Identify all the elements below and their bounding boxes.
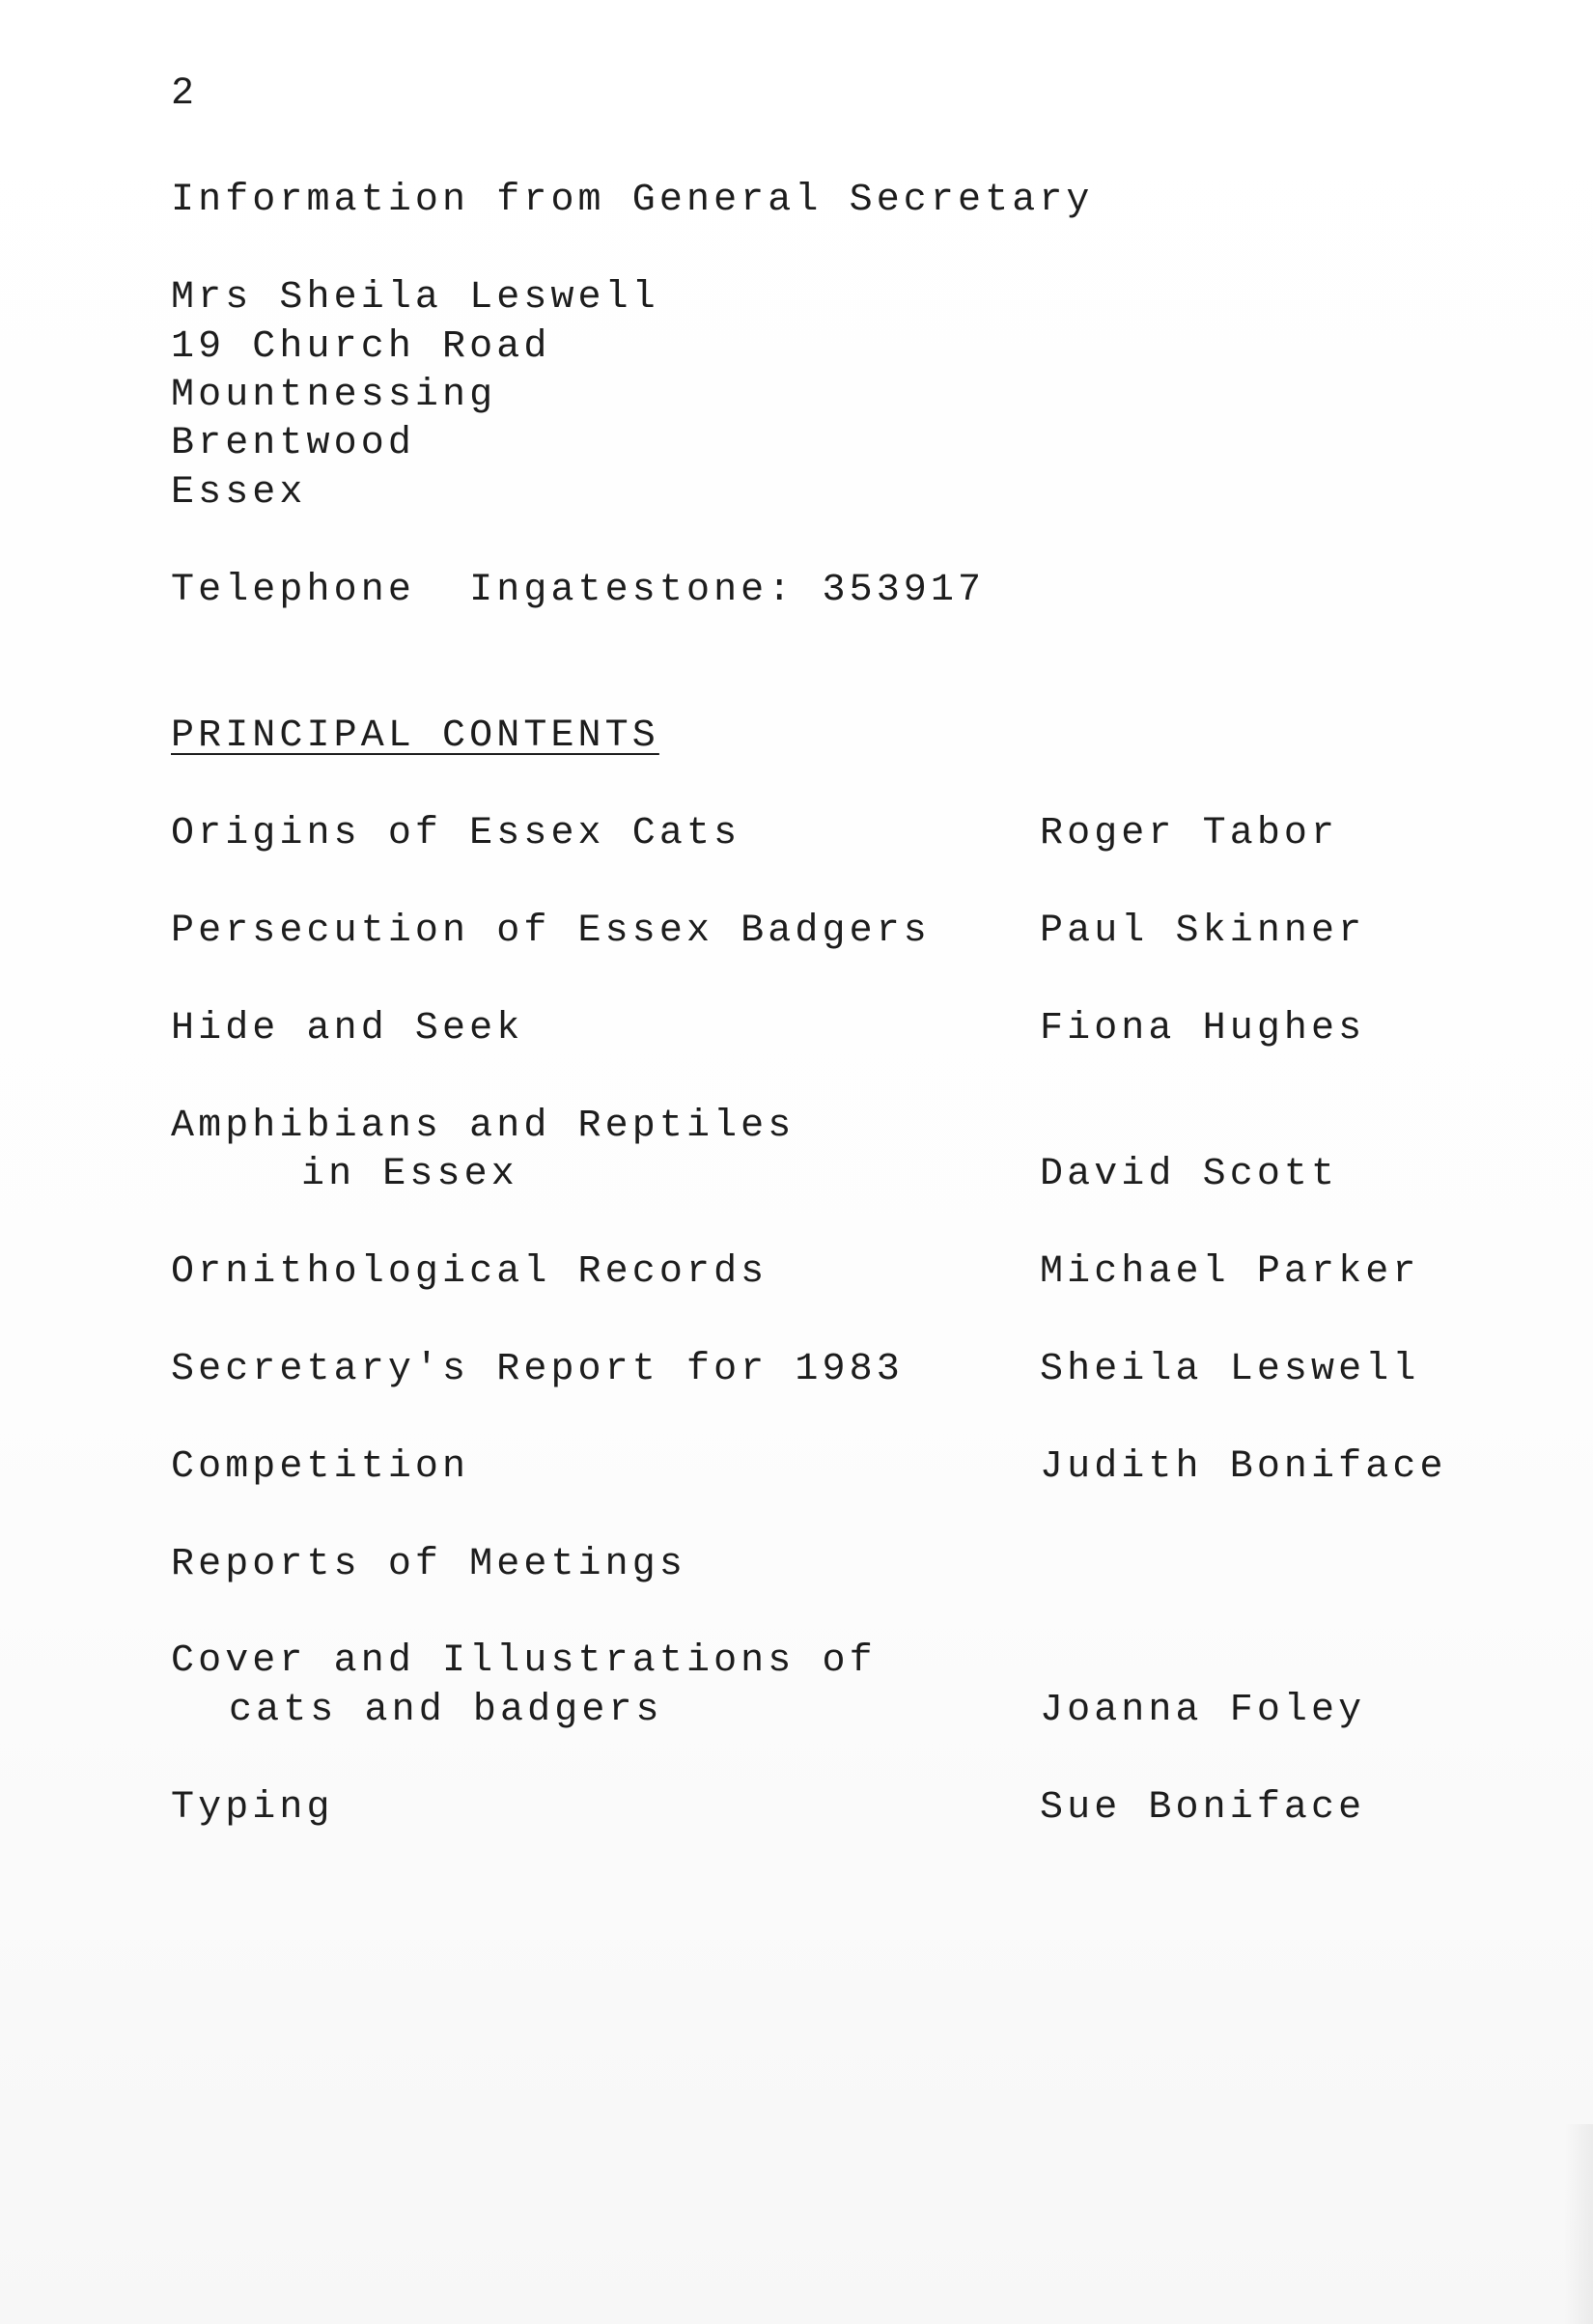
contents-entry-author: Roger Tabor: [1040, 812, 1339, 855]
address-name: Mrs Sheila Leswell: [171, 276, 659, 320]
contents-entry-title: Persecution of Essex Badgers: [171, 910, 931, 953]
contents-entry-title: Cover and Illustrations of: [171, 1639, 877, 1683]
contents-entry-author: David Scott: [1040, 1153, 1339, 1196]
contents-entry-title: Ornithological Records: [171, 1250, 769, 1294]
contents-entry-author: Michael Parker: [1040, 1250, 1420, 1294]
address-county: Essex: [171, 471, 307, 515]
contents-entry-title: Reports of Meetings: [171, 1543, 686, 1586]
contents-entry-author: Fiona Hughes: [1040, 1007, 1366, 1050]
address-street: 19 Church Road: [171, 325, 551, 369]
contents-title: PRINCIPAL CONTENTS: [171, 714, 659, 758]
telephone-line: Telephone Ingatestone: 353917: [171, 569, 986, 612]
page-edge-shadow: [1564, 2124, 1593, 2324]
page-number: 2: [171, 72, 199, 116]
address-town: Brentwood: [171, 422, 415, 465]
contents-entry-author: Sheila Leswell: [1040, 1348, 1420, 1391]
contents-entry-author: Judith Boniface: [1040, 1445, 1447, 1489]
contents-entry-title: Origins of Essex Cats: [171, 812, 741, 855]
contents-entry-title: Hide and Seek: [171, 1007, 524, 1050]
contents-entry-title: Secretary's Report for 1983: [171, 1348, 904, 1391]
contents-entry-title-continued: cats and badgers: [229, 1689, 663, 1732]
contents-entry-author: Joanna Foley: [1040, 1689, 1366, 1732]
contents-entry-title: Amphibians and Reptiles: [171, 1105, 796, 1148]
contents-entry-author: Sue Boniface: [1040, 1786, 1366, 1830]
section-heading: Information from General Secretary: [171, 179, 1094, 222]
contents-entry-title: Competition: [171, 1445, 470, 1489]
contents-entry-title: Typing: [171, 1786, 334, 1830]
contents-entry-title-continued: in Essex: [301, 1153, 518, 1196]
contents-entry-author: Paul Skinner: [1040, 910, 1366, 953]
address-village: Mountnessing: [171, 374, 497, 417]
